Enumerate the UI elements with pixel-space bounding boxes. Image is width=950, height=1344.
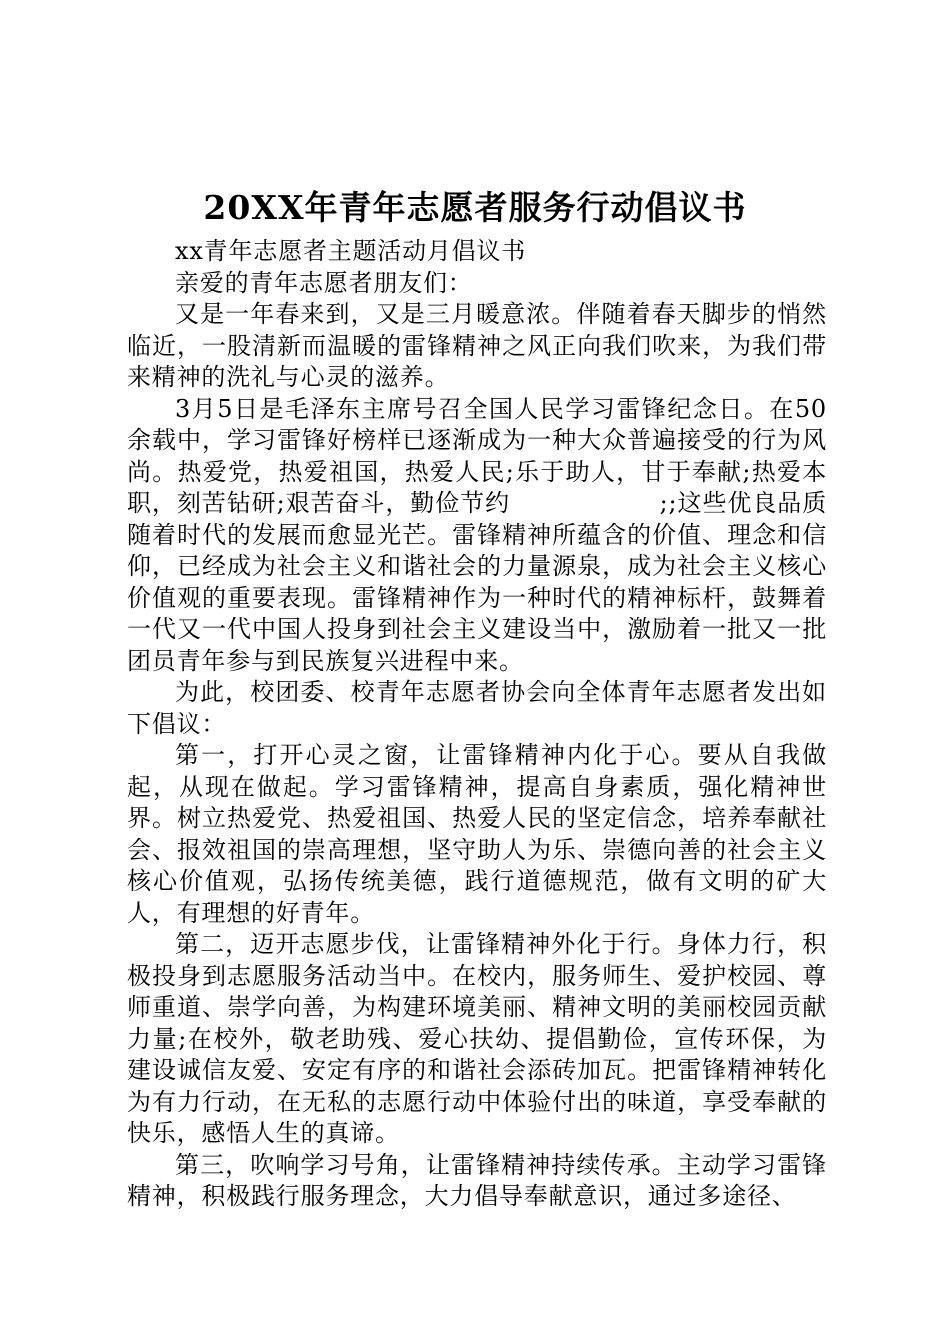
- paragraph: 又是一年春来到，又是三月暖意浓。伴随着春天脚步的悄然临近，一股清新而温暖的雷锋精神之风正向我们吹来，为我们带来精神的洗礼与心灵的滋养。: [127, 300, 827, 391]
- paragraph: 第三，吹响学习号角，让雷锋精神持续传承。主动学习雷锋精神，积极践行服务理念，大力倡导奉献意识，通过多途径、: [127, 1150, 827, 1210]
- document-body: [127, 236, 827, 1213]
- document-title: 20XX年青年志愿者服务行动倡议书: [203, 188, 747, 227]
- paragraph: 3月5日是毛泽东主席号召全国人民学习雷锋纪念日。在50余载中，学习雷锋好榜样已逐渐成为一种大众普遍接受的行为风尚。热爱党，热爱祖国，热爱人民;乐于助人，甘于奉献;热爱本职，刻苦钻研;艰苦奋斗，勤俭节约 ;;这些优良品质随着时代的发展而愈显光芒。雷锋精神所蕴含的价值、理念和信仰，已经成为社会主义和谐社会的力量源泉，成为社会主义核心价值观的重要表现。雷锋精神作为一种时代的精神标杆，鼓舞着一代又一代中国人投身到社会主义建设当中，激励着一批又一批团员青年参与到民族复兴进程中来。: [127, 394, 827, 675]
- paragraph-salutation: 亲爱的青年志愿者朋友们：: [175, 268, 473, 297]
- paragraph: 为此，校团委、校青年志愿者协会向全体青年志愿者发出如下倡议：: [127, 678, 827, 738]
- paragraph-subtitle: xx青年志愿者主题活动月倡议书: [175, 237, 527, 265]
- paragraph: 第一，打开心灵之窗，让雷锋精神内化于心。要从自我做起，从现在做起。学习雷锋精神，提高自身素质，强化精神世界。树立热爱党、热爱祖国、热爱人民的坚定信念，培养奉献社会、报效祖国的崇高理想，坚守助人为乐、崇德向善的社会主义核心价值观，弘扬传统美德，践行道德规范，做有文明的矿大人，有理想的好青年。: [127, 741, 827, 927]
- paragraph: 第二，迈开志愿步伐，让雷锋精神外化于行。身体力行，积极投身到志愿服务活动当中。在校内，服务师生、爱护校园、尊师重道、崇学向善，为构建环境美丽、精神文明的美丽校园贡献力量;在校外，敬老助残、爱心扶幼、提倡勤俭，宣传环保，为建设诚信友爱、安定有序的和谐社会添砖加瓦。把雷锋精神转化为有力行动，在无私的志愿行动中体验付出的味道，享受奉献的快乐，感悟人生的真谛。: [127, 930, 827, 1147]
